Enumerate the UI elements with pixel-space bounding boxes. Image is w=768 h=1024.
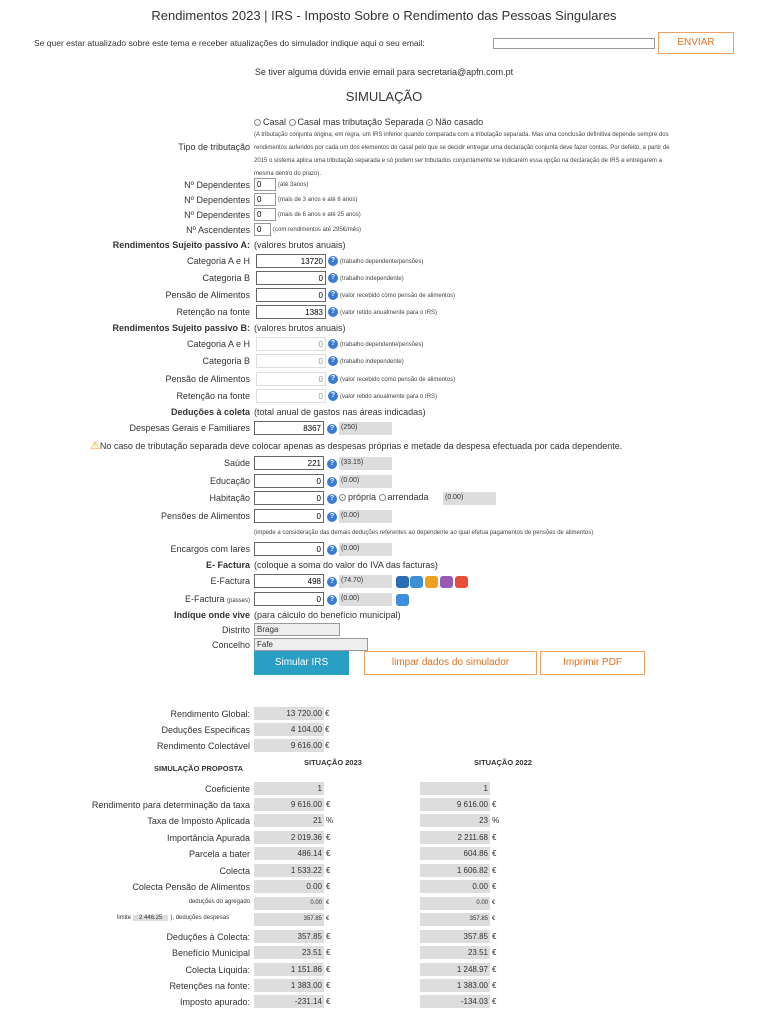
unit-sign: € bbox=[326, 948, 331, 957]
tipo-note bbox=[254, 129, 670, 181]
passivo-a-retencao-input[interactable] bbox=[256, 305, 326, 319]
unit-sign: € bbox=[492, 965, 497, 974]
result-value-v23: 23.51 bbox=[254, 946, 324, 959]
result-value-v23: -231.14 bbox=[254, 995, 324, 1008]
ascendentes-input[interactable] bbox=[254, 223, 271, 236]
dependentes-0-3-input[interactable] bbox=[254, 178, 276, 191]
passivo-a-sub: (valores brutos anuais) bbox=[254, 240, 346, 250]
unit-sign: € bbox=[326, 866, 331, 875]
saude-calc: (33.15) bbox=[339, 457, 392, 470]
passivo-a-label: Retenção na fonte bbox=[176, 307, 250, 317]
page-title: Rendimentos 2023 | IRS - Imposto Sobre o Rendimento das Pessoas Singulares bbox=[151, 8, 617, 23]
passivo-b-label: Retenção na fonte bbox=[176, 391, 250, 401]
ascendentes-label: Nº Ascendentes bbox=[186, 225, 250, 235]
result-label: Taxa de Imposto Aplicada bbox=[147, 816, 250, 826]
dependentes-label: Nº Dependentes bbox=[184, 180, 250, 190]
result-value-v22: -134.03 bbox=[420, 995, 490, 1008]
efactura-passes-calc: (0.00) bbox=[339, 593, 392, 606]
habitacao-radio-group bbox=[339, 492, 429, 502]
efactura-calc: (74.70) bbox=[339, 575, 392, 588]
result-value-v22: 9 616.00 bbox=[420, 798, 490, 811]
bus-icon bbox=[396, 594, 409, 606]
help-icon[interactable]: ? bbox=[327, 477, 337, 487]
help-icon[interactable]: ? bbox=[328, 307, 338, 317]
radio-nao-casado-label: Não casado bbox=[435, 117, 484, 127]
dependentes-hint: (mais de 6 anos e até 25 anos) bbox=[278, 212, 361, 218]
passivo-b-title: Rendimentos Sujeito passivo B: bbox=[112, 323, 250, 333]
unit-sign: € bbox=[326, 800, 331, 809]
pensoes-note: (impede a consideração das demais deduções referentes ao dependente ao qual efetua pagamentos de pensões de alimentos) bbox=[254, 530, 594, 536]
efactura-passes-label bbox=[185, 594, 250, 604]
help-icon[interactable]: ? bbox=[328, 356, 338, 366]
distrito-select[interactable]: Braga bbox=[254, 623, 340, 636]
summary-value: 9 616.00 bbox=[254, 739, 324, 752]
vet-icon bbox=[440, 576, 453, 588]
despesas-gerais-input[interactable] bbox=[254, 421, 324, 435]
result-value-v23: 21 bbox=[254, 814, 324, 827]
efactura-passes-input[interactable] bbox=[254, 592, 324, 606]
unit-sign: € bbox=[492, 866, 497, 875]
help-icon[interactable]: ? bbox=[328, 273, 338, 283]
result-value-v23: 486.14 bbox=[254, 847, 324, 860]
results-section-title: SIMULAÇÃO PROPOSTA bbox=[154, 764, 244, 773]
efactura-label: E-Factura bbox=[210, 576, 250, 586]
help-icon[interactable]: ? bbox=[327, 577, 337, 587]
passivo-a-hint: (valor retido anualmente para o IRS) bbox=[340, 310, 438, 316]
local-title: Indique onde vive bbox=[173, 610, 250, 620]
lares-calc: (0.00) bbox=[339, 543, 392, 556]
result-value-v23: 1 383.00 bbox=[254, 979, 324, 992]
summary-label: Deduções Especificas bbox=[161, 725, 250, 735]
result-label: Imposto apurado: bbox=[179, 997, 250, 1007]
result-label: deduções do agregado bbox=[188, 899, 250, 905]
tipo-note-line: rendimentos auferidos por cada um dos elementos do casal pelo que se decidir entregar uma declaração conjunta deve fazer contas. Por defeito, a partir de bbox=[254, 145, 670, 151]
tipo-note-line: mesma dentro do prazo). bbox=[254, 171, 322, 177]
passivo-b-hint: (valor retido anualmente para o IRS) bbox=[340, 394, 438, 400]
radio-arrendada[interactable] bbox=[379, 494, 386, 501]
passivo-a-title: Rendimentos Sujeito passivo A: bbox=[112, 240, 250, 250]
radio-propria[interactable] bbox=[339, 494, 346, 501]
unit-sign: € bbox=[492, 948, 497, 957]
saude-input[interactable] bbox=[254, 456, 324, 470]
habitacao-calc: (0.00) bbox=[443, 492, 496, 505]
passivo-a-pensao-input[interactable] bbox=[256, 288, 326, 302]
dependentes-6-25-input[interactable] bbox=[254, 208, 276, 221]
unit-sign: % bbox=[326, 816, 334, 825]
result-value-v23: 357.85 bbox=[254, 930, 324, 943]
subscribe-text: Se quer estar atualizado sobre este tema e receber atualizações do simulador indique aqui o seu email: bbox=[34, 38, 425, 48]
efactura-title: E- Factura bbox=[205, 560, 250, 570]
imprimir-pdf-button[interactable]: Imprimir PDF bbox=[540, 651, 645, 675]
result-value-v22: 1 606.82 bbox=[420, 864, 490, 877]
result-value-v22: 1 bbox=[420, 782, 490, 795]
limite-suffix: ), deduções despesas bbox=[170, 915, 230, 921]
unit-sign: € bbox=[326, 997, 331, 1006]
euro-sign: € bbox=[325, 725, 330, 734]
radio-casal-separada[interactable] bbox=[289, 119, 296, 126]
educacao-label: Educação bbox=[209, 476, 250, 486]
warning-text: No caso de tributação separada deve colocar apenas as despesas próprias e metade da despesa efectuada por cada dependente. bbox=[99, 441, 623, 451]
passivo-a-hint: (trabalho independente) bbox=[340, 276, 404, 282]
despesas-gerais-label: Despesas Gerais e Familiares bbox=[129, 423, 250, 433]
unit-sign: € bbox=[492, 800, 497, 809]
help-icon[interactable]: ? bbox=[328, 290, 338, 300]
unit-sign: € bbox=[326, 849, 331, 858]
passivo-b-hint: (trabalho independente) bbox=[340, 359, 404, 365]
result-value-v23: 1 bbox=[254, 782, 324, 795]
col-2023-header: SITUAÇÃO 2023 bbox=[304, 758, 362, 767]
passivo-b-pensao-input[interactable] bbox=[256, 372, 326, 386]
passivo-b-sub: (valores brutos anuais) bbox=[254, 323, 346, 333]
habitacao-input[interactable] bbox=[254, 491, 324, 505]
result-value-v22: 0.00 bbox=[420, 897, 490, 910]
radio-arrendada-label: arrendada bbox=[387, 492, 429, 502]
result-label: Parcela a bater bbox=[188, 849, 250, 859]
passivo-b-hint: (valor recebido como pensão de alimentos) bbox=[340, 377, 456, 383]
result-value-v22: 23.51 bbox=[420, 946, 490, 959]
result-label: Importância Apurada bbox=[166, 833, 250, 843]
radio-casal[interactable] bbox=[254, 119, 261, 126]
result-value-v22: 1 248.97 bbox=[420, 963, 490, 976]
result-value-v23: 0.00 bbox=[254, 897, 324, 910]
local-sub: (para cálculo do benefício municipal) bbox=[254, 610, 401, 620]
passivo-b-hint: (trabalho dependente/pensões) bbox=[340, 342, 424, 348]
unit-sign: € bbox=[326, 900, 330, 906]
lares-input[interactable] bbox=[254, 542, 324, 556]
summary-label: Rendimento Colectável bbox=[156, 741, 250, 751]
warning-icon: ⚠ bbox=[90, 440, 100, 452]
result-value-v22: 357.85 bbox=[420, 913, 490, 926]
result-value-v22: 1 383.00 bbox=[420, 979, 490, 992]
warning-banner bbox=[90, 439, 622, 452]
passivo-a-label: Pensão de Alimentos bbox=[165, 290, 250, 300]
passivo-b-label: Categoria B bbox=[202, 356, 250, 366]
result-label: Benefício Municipal bbox=[171, 948, 250, 958]
passivo-b-label: Categoria A e H bbox=[186, 339, 250, 349]
efactura-input[interactable] bbox=[254, 574, 324, 588]
passivo-b-retencao-input[interactable] bbox=[256, 389, 326, 403]
simular-button[interactable]: Simular IRS bbox=[254, 651, 349, 675]
summary-label: Rendimento Global: bbox=[170, 709, 250, 719]
help-icon[interactable]: ? bbox=[327, 595, 337, 605]
unit-sign: € bbox=[492, 916, 496, 922]
result-label: Deduções à Colecta: bbox=[166, 932, 250, 942]
limpar-button[interactable]: limpar dados do simulador bbox=[364, 651, 537, 675]
help-icon[interactable]: ? bbox=[327, 424, 337, 434]
limite-text: limite bbox=[117, 915, 132, 921]
result-value-v23: 9 616.00 bbox=[254, 798, 324, 811]
unit-sign: € bbox=[326, 833, 331, 842]
passivo-b-cat-ah-input[interactable] bbox=[256, 337, 326, 351]
efactura-sub: (coloque a soma do valor do IVA das facturas) bbox=[254, 560, 438, 570]
passivo-a-label: Categoria B bbox=[202, 273, 250, 283]
tipo-note-line: (A tributação conjunta origina, em regra, um IRS inferior quando comparada com a tributação separada. Mas uma conclusão definitiva depende sempre dos bbox=[254, 132, 669, 138]
dependentes-3-6-input[interactable] bbox=[254, 193, 276, 206]
email-field[interactable] bbox=[493, 38, 655, 49]
pensoes-label: Pensões de Alimentos bbox=[160, 511, 250, 521]
result-value-v22: 0.00 bbox=[420, 880, 490, 893]
lares-label: Encargos com lares bbox=[170, 544, 250, 554]
unit-sign: € bbox=[326, 981, 331, 990]
fork-knife-icon bbox=[425, 576, 438, 588]
radio-propria-label: própria bbox=[348, 492, 377, 502]
result-label: Retenções na fonte: bbox=[169, 981, 250, 991]
passivo-a-label: Categoria A e H bbox=[186, 256, 250, 266]
result-label: Colecta bbox=[219, 866, 250, 876]
deducoes-sub: (total anual de gastos nas áreas indicadas) bbox=[254, 407, 426, 417]
result-value-v22: 23 bbox=[420, 814, 490, 827]
educacao-input[interactable] bbox=[254, 474, 324, 488]
pensoes-calc: (0.00) bbox=[339, 510, 392, 523]
help-icon[interactable]: ? bbox=[327, 545, 337, 555]
tipo-radio-group bbox=[254, 117, 483, 127]
unit-sign: € bbox=[492, 833, 497, 842]
col-2022-header: SITUAÇÃO 2022 bbox=[474, 758, 532, 767]
saude-label: Saúde bbox=[223, 458, 250, 468]
result-label: Coeficiente bbox=[204, 784, 250, 794]
radio-casal-label: Casal bbox=[263, 117, 287, 127]
unit-sign: € bbox=[492, 882, 497, 891]
concelho-select[interactable]: Fafe bbox=[254, 638, 368, 651]
tipo-note-line: 2015 o sistema aplica uma tributação separada e só podem ser tributados conjuntamente se indicarem essa opção na declaração de IRS e entregarem a bbox=[254, 158, 662, 164]
euro-sign: € bbox=[325, 741, 330, 750]
result-value-v23: 1 533.22 bbox=[254, 864, 324, 877]
unit-sign: € bbox=[492, 932, 497, 941]
help-icon[interactable]: ? bbox=[328, 339, 338, 349]
result-value-v22: 357.85 bbox=[420, 930, 490, 943]
result-label: Rendimento para determinação da taxa bbox=[91, 800, 250, 810]
unit-sign: % bbox=[492, 816, 500, 825]
result-value-v23: 357.85 bbox=[254, 913, 324, 926]
unit-sign: € bbox=[326, 916, 330, 922]
send-button[interactable]: ENVIAR bbox=[658, 32, 734, 54]
result-label: Colecta Pensão de Alimentos bbox=[132, 882, 250, 892]
help-icon[interactable]: ? bbox=[328, 374, 338, 384]
passivo-a-hint: (valor recebido como pensão de alimentos) bbox=[340, 293, 456, 299]
unit-sign: € bbox=[492, 997, 497, 1006]
passivo-a-hint: (trabalho dependente/pensões) bbox=[340, 259, 424, 265]
result-value-v22: 2 211.68 bbox=[420, 831, 490, 844]
result-value-v23: 2 019.36 bbox=[254, 831, 324, 844]
tipo-label: Tipo de tributação bbox=[178, 142, 250, 152]
unit-sign: € bbox=[492, 981, 497, 990]
unit-sign: € bbox=[326, 882, 331, 891]
limite-label bbox=[117, 915, 229, 921]
concelho-label: Concelho bbox=[211, 640, 250, 650]
habitacao-label: Habitação bbox=[209, 493, 250, 503]
dependentes-hint: (até 3anos) bbox=[278, 182, 309, 188]
passivo-a-cat-b-input[interactable] bbox=[256, 271, 326, 285]
efactura-passes-small: (passes) bbox=[226, 598, 250, 604]
car-icon bbox=[455, 576, 468, 588]
result-label: Colecta Liquida: bbox=[185, 965, 250, 975]
hair-icon bbox=[410, 576, 423, 588]
pensoes-input[interactable] bbox=[254, 509, 324, 523]
radio-casal-separada-label: Casal mas tributação Separada bbox=[297, 117, 424, 127]
efactura-passes-text: E-Factura bbox=[184, 594, 225, 604]
unit-sign: € bbox=[492, 900, 496, 906]
radio-nao-casado[interactable] bbox=[426, 119, 433, 126]
passivo-a-cat-ah-input[interactable] bbox=[256, 254, 326, 268]
unit-sign: € bbox=[326, 932, 331, 941]
passivo-b-label: Pensão de Alimentos bbox=[165, 374, 250, 384]
distrito-label: Distrito bbox=[221, 625, 250, 635]
help-icon[interactable]: ? bbox=[328, 391, 338, 401]
educacao-calc: (0.00) bbox=[339, 475, 392, 488]
euro-sign: € bbox=[325, 709, 330, 718]
dependentes-label: Nº Dependentes bbox=[184, 195, 250, 205]
contact-text: Se tiver alguma dúvida envie email para secretaria@apfn.com.pt bbox=[254, 67, 514, 77]
passivo-b-cat-b-input[interactable] bbox=[256, 354, 326, 368]
help-icon[interactable]: ? bbox=[327, 459, 337, 469]
summary-value: 4 104.00 bbox=[254, 723, 324, 736]
help-icon[interactable]: ? bbox=[328, 256, 338, 266]
unit-sign: € bbox=[326, 965, 331, 974]
dependentes-hint: (mais de 3 anos e até 6 anos) bbox=[278, 197, 358, 203]
result-value-v23: 0.00 bbox=[254, 880, 324, 893]
result-value-v22: 604.86 bbox=[420, 847, 490, 860]
help-icon[interactable]: ? bbox=[327, 512, 337, 522]
dependentes-label: Nº Dependentes bbox=[184, 210, 250, 220]
result-value-v23: 1 151.86 bbox=[254, 963, 324, 976]
ascendentes-hint: (com rendimentos até 295€/mês) bbox=[273, 227, 362, 233]
limite-value: 2 446.25 bbox=[133, 915, 168, 921]
deducoes-title: Deduções à coleta bbox=[170, 407, 250, 417]
summary-value: 13 720.00 bbox=[254, 707, 324, 720]
despesas-gerais-calc: (250) bbox=[339, 422, 392, 435]
section-title: SIMULAÇÃO bbox=[345, 89, 423, 104]
restaurant-icon bbox=[396, 576, 409, 588]
unit-sign: € bbox=[492, 849, 497, 858]
help-icon[interactable]: ? bbox=[327, 494, 337, 504]
